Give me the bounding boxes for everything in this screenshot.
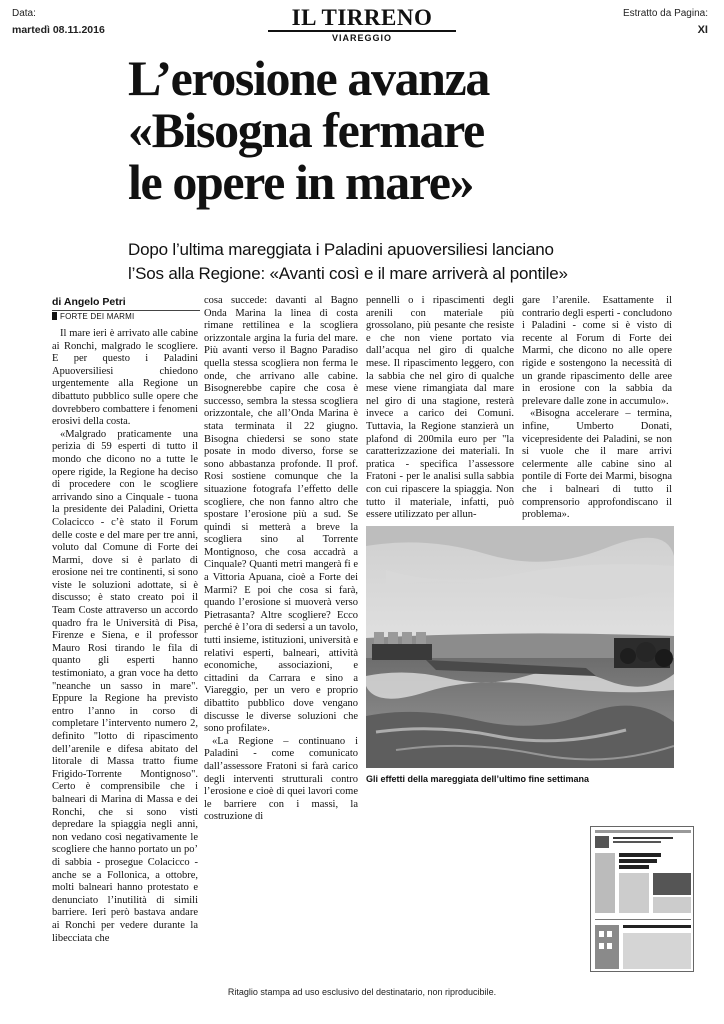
date-label: Data: xyxy=(12,8,36,19)
headline-line: L’erosione avanza xyxy=(128,50,489,106)
page-label: Estratto da Pagina: xyxy=(622,8,708,19)
paragraph: «Bisogna accelerare – termina, infine, Umberto Donati, vicepresidente dei Paladini, se non si vuole che il mare arrivi celermente alle cabine sino al pontile di Forte dei Marmi, bisogna che i balneari di tutto il comprensorio approfondiscano il problema». xyxy=(522,408,672,521)
paragraph: pennelli o i ripascimenti degli arenili con materiale più grossolano, più pesante che resiste e che non viene portato via dall’acqua nel giro di qualche mese. Il ripascimento leggero, con la sabbia che nel giro di qualche mese viene rimangiata dal mare nel giro di una stagione, resterà invece a carico dei Comuni. Tuttavia, la Regione stanzierà un plafond di 200mila euro per "la caratterizzazione dei materiali. In pratica - specifica l’assessore Fratoni - per le analisi sulla sabbia con cui ripascere la spiaggia. Non tutto il materiale, infatti, può essere utilizzato per allun- xyxy=(366,295,514,521)
date-block xyxy=(12,8,105,36)
paragraph: Il mare ieri è arrivato alle cabine ai Ronchi, malgrado le scogliere. E per questo i Paladini Apuoversiliesi chiedono urgentemente alla Regione un dibattuto pubblico sulle opere che dovrebbero combattere i fenomeni erosivi della costa. xyxy=(52,328,198,428)
paragraph: «Malgrado praticamente una perizia di 59 esperti di tutto il mondo che dicono no a tutte le opere rigide, la Regione ha deciso di procedere con le scogliere arrivando sino a Cinquale - tuona la presidente dei Paladini, Orietta Colacicco - c’è stato il Forum delle coste e del mare per tre anni, voluto dal Comune di Forte dei Marmi, dove si è parlato di erosione nei tre continenti, si sono viste le soluzioni adottate, si è discusso; è stato creato poi il Team Coste attraverso un accordo quadro fra le Università di Pisa, Firenze e Siena, e il professor Mauro Rosi tirando le fila di quanto gli esperti hanno testimoniato, a gran voce ha detto "neanche un sasso in mare". Eppure la Regione ha previsto entro l’anno in corso di completare l’intervento numero 2, definito "lotto di ripascimento dell’arenile e difesa abitato del litorale di Massa tratto fiume Frigido-Torrente Montignoso". Certo è comprensibile che i balneari di Marina di Massa e dei Ronchi, che si sono visti depredare la spiaggia negli anni, non vedano così negativamente le scogliere che hanno portato un po’ di sabbia - prosegue Colacicco - anche se a Follonica, a ottobre, molti balneari hanno protestato e denunciato l’inutilità di simili barriere. Ieri però bastava andare ai Ronchi per vedere durante la libecciata che xyxy=(52,428,198,944)
dateline-location: FORTE DEI MARMI xyxy=(60,312,135,321)
article-subheadline xyxy=(128,238,648,286)
article-column-2 xyxy=(204,295,358,824)
copyright-notice: Ritaglio stampa ad uso esclusivo del destinatario, non riproducibile. xyxy=(227,987,497,997)
article-headline xyxy=(128,52,608,208)
paragraph: gare l’arenile. Esattamente il contrario degli esperti - concludono i Paladini - come si è visto di recente al Forum di Forte dei Marmi, che dicono no alle opere rigide e sostengono la necessità di un grande ripascimento delle aree in erosione con la sabbia da prelevare dalle zone in accumulo». xyxy=(522,295,672,407)
subhead-line: Dopo l’ultima mareggiata i Paladini apuoversiliesi lanciano xyxy=(128,240,554,259)
paragraph: «La Regione – continuano i Paladini - come comunicato dall’assessore Fratoni si farà carico degli interventi strutturali contro l’erosione e cioè di quei lavori come le barriere con i massi, la costruzione di xyxy=(204,735,358,823)
storm-photo-image xyxy=(366,526,674,768)
headline-line: le opere in mare» xyxy=(128,154,474,210)
headline-line: «Bisogna fermare xyxy=(128,102,484,158)
article-column-4 xyxy=(522,295,672,522)
location-marker-icon xyxy=(52,312,57,320)
thumbnail-headline xyxy=(619,852,663,872)
thumbnail-bottom-title xyxy=(623,924,691,929)
page-thumbnail-image xyxy=(591,827,694,972)
masthead xyxy=(262,6,462,43)
subhead-line: l’Sos alla Regione: «Avanti così e il mare arriverà al pontile» xyxy=(128,264,568,283)
byline: di Angelo Petri xyxy=(52,296,200,311)
article-column-3 xyxy=(366,295,514,522)
paragraph: cosa succede: davanti al Bagno Onda Marina la linea di costa rimane rettilinea e la scogliera orizzontale argina la furia del mare. Più avanti verso il Bagno Paradiso quella stessa scogliera non ferma le onde, che arrivano alle cabine. Bisognerebbe capire che cosa è successo, sembra la stessa scogliera orizzontale, che all’Onda Marina è stata terminata il 22 giugno. Bisogna chiedersi se sono state posate in modo diverso, forse se sono abbastanza profonde. Il prof. Rosi sostiene comunque che la situazione fotografa l’effetto delle scogliere, che non fanno altro che spostare l’erosione più a sud. Se quindi si metterà a breve la scogliera sino al Torrente Montignoso, che cosa accadrà a Cinquale? Quanti metri mangerà fi e a Vittoria Apuana, cioè a Forte dei Marmi? E poi che cosa si farà, quando l’erosione si muoverà verso Pietrasanta? Altre scogliere? Ecco perché è l’ora di sedersi a un tavolo, tutti insieme, istituzioni, università e relativi esperti, balneari, attività economiche, associazioni, e cittadini da Carrara e sino a Viareggio, per un vero e proprio dibattito pubblico dove vengano discusse le diverse soluzioni che sono profilate». xyxy=(204,295,358,735)
page-thumbnail xyxy=(590,826,694,972)
edition-label: VIAREGGIO xyxy=(331,33,392,43)
article-column-1 xyxy=(52,328,198,945)
date-value: martedì 08.11.2016 xyxy=(12,24,105,36)
page-block xyxy=(623,8,708,36)
masthead-rule xyxy=(268,30,456,32)
storm-photo xyxy=(366,526,674,768)
page-number: XI xyxy=(697,24,708,36)
photo-caption: Gli effetti della mareggiata dell’ultimo fine settimana xyxy=(366,774,590,784)
newspaper-logo: IL TIRRENO xyxy=(291,5,433,30)
dateline xyxy=(52,312,200,321)
